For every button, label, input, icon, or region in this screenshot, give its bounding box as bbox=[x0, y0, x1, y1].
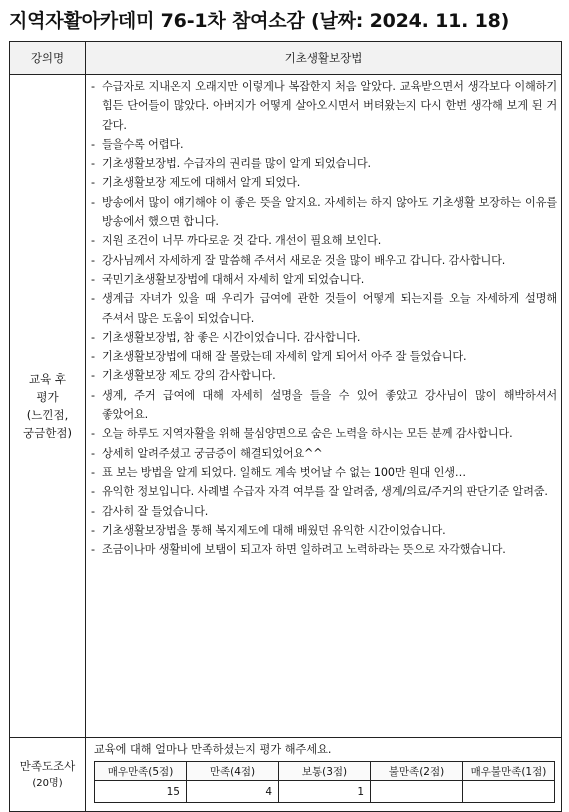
course-row bbox=[10, 42, 562, 75]
survey-label bbox=[10, 738, 86, 812]
rating-count: 1 bbox=[279, 781, 371, 803]
survey-cell bbox=[86, 738, 562, 812]
evaluation-label-line4: 궁금한점) bbox=[23, 426, 72, 440]
course-label: 강의명 bbox=[10, 42, 86, 75]
rating-table bbox=[94, 761, 555, 803]
feedback-item: - 생계, 주거 급여에 대해 자세히 설명을 들을 수 있어 좋았고 강사님이 많이 해박하셔서 좋았어요. bbox=[90, 386, 557, 425]
feedback-item: - 유익한 정보입니다. 사례별 수급자 자격 여부를 잘 알려줌, 생계/의료/주거의 판단기준 알려줌. bbox=[90, 482, 557, 501]
evaluation-row bbox=[10, 75, 562, 738]
survey-question: 교육에 대해 얼마나 만족하셨는지 평가 해주세요. bbox=[94, 743, 332, 756]
feedback-item: - 강사님께서 자세하게 잘 말씀해 주셔서 새로운 것을 많이 배우고 갑니다. 감사합니다. bbox=[90, 251, 557, 270]
feedback-item: - 조금이나마 생활비에 보탬이 되고자 하면 일하려고 노력하라는 뜻으로 자각했습니다. bbox=[90, 540, 557, 559]
feedback-item: - 지원 조건이 너무 까다로운 것 같다. 개선이 필요해 보인다. bbox=[90, 231, 557, 250]
rating-count bbox=[371, 781, 463, 803]
feedback-list bbox=[90, 77, 557, 559]
rating-label: 만족(4점) bbox=[187, 762, 279, 781]
feedback-table bbox=[9, 41, 562, 812]
feedback-item: - 오늘 하루도 지역자활을 위해 물심양면으로 숨은 노력을 하시는 모든 분께 감사합니다. bbox=[90, 424, 557, 443]
rating-count bbox=[463, 781, 555, 803]
evaluation-label-line3: (느낀점, bbox=[26, 408, 69, 422]
feedback-item: - 생계급 자녀가 있을 때 우리가 급여에 관한 것들이 어떻게 되는지를 오늘 자세하게 설명해 주셔서 많은 도움이 되었습니다. bbox=[90, 289, 557, 328]
feedback-item: - 상세히 알려주셨고 궁금증이 해결되었어요^^ bbox=[90, 444, 557, 463]
feedback-item: - 들을수록 어렵다. bbox=[90, 135, 557, 154]
feedback-item: - 기초생활보장법, 참 좋은 시간이었습니다. 감사합니다. bbox=[90, 328, 557, 347]
evaluation-label-line2: 평가 bbox=[36, 390, 59, 404]
survey-respondents: (20명) bbox=[32, 777, 63, 789]
rating-label: 불만족(2점) bbox=[371, 762, 463, 781]
survey-row bbox=[10, 738, 562, 812]
page-title: 지역자활아카데미 76-1차 참여소감 (날짜: 2024. 11. 18) bbox=[9, 10, 510, 32]
rating-label: 매우불만족(1점) bbox=[463, 762, 555, 781]
feedback-cell bbox=[86, 75, 562, 738]
feedback-item: - 기초생활보장 제도 강의 감사합니다. bbox=[90, 366, 557, 385]
rating-label: 매우만족(5점) bbox=[95, 762, 187, 781]
survey-label-text: 만족도조사 bbox=[19, 758, 76, 773]
feedback-item: - 기초생활보장 제도에 대해서 알게 되었다. bbox=[90, 173, 557, 192]
feedback-item: - 기초생활보장법을 통해 복지제도에 대해 배웠던 유익한 시간이었습니다. bbox=[90, 521, 557, 540]
rating-label: 보통(3점) bbox=[279, 762, 371, 781]
course-name: 기초생활보장법 bbox=[86, 42, 562, 75]
feedback-item: - 감사히 잘 들었습니다. bbox=[90, 502, 557, 521]
evaluation-label bbox=[10, 75, 86, 738]
rating-values-row bbox=[95, 781, 555, 803]
rating-labels-row bbox=[95, 762, 555, 781]
feedback-item: - 방송에서 많이 얘기해야 이 좋은 뜻을 알지요. 자세히는 하지 않아도 기초생활 보장하는 이유를 방송에서 했으면 합니다. bbox=[90, 193, 557, 232]
feedback-item: - 수급자로 지내온지 오래지만 이렇게나 복잡한지 처음 알았다. 교육받으면서 생각보다 이해하기 힘든 단어들이 많았다. 아버지가 어떻게 살아오시면서 버텨왔는지 다시 한번 생각해 보게 된 거 같다. bbox=[90, 77, 557, 135]
rating-count: 15 bbox=[95, 781, 187, 803]
feedback-item: - 국민기초생활보장법에 대해서 자세히 알게 되었습니다. bbox=[90, 270, 557, 289]
evaluation-label-line1: 교육 후 bbox=[29, 372, 66, 386]
feedback-item: - 기초생활보장법. 수급자의 권리를 많이 알게 되었습니다. bbox=[90, 154, 557, 173]
feedback-item: - 표 보는 방법을 알게 되었다. 일해도 계속 벗어날 수 없는 100만 원대 인생… bbox=[90, 463, 557, 482]
rating-count: 4 bbox=[187, 781, 279, 803]
feedback-item: - 기초생활보장법에 대해 잘 몰랐는데 자세히 알게 되어서 아주 잘 들었습니다. bbox=[90, 347, 557, 366]
